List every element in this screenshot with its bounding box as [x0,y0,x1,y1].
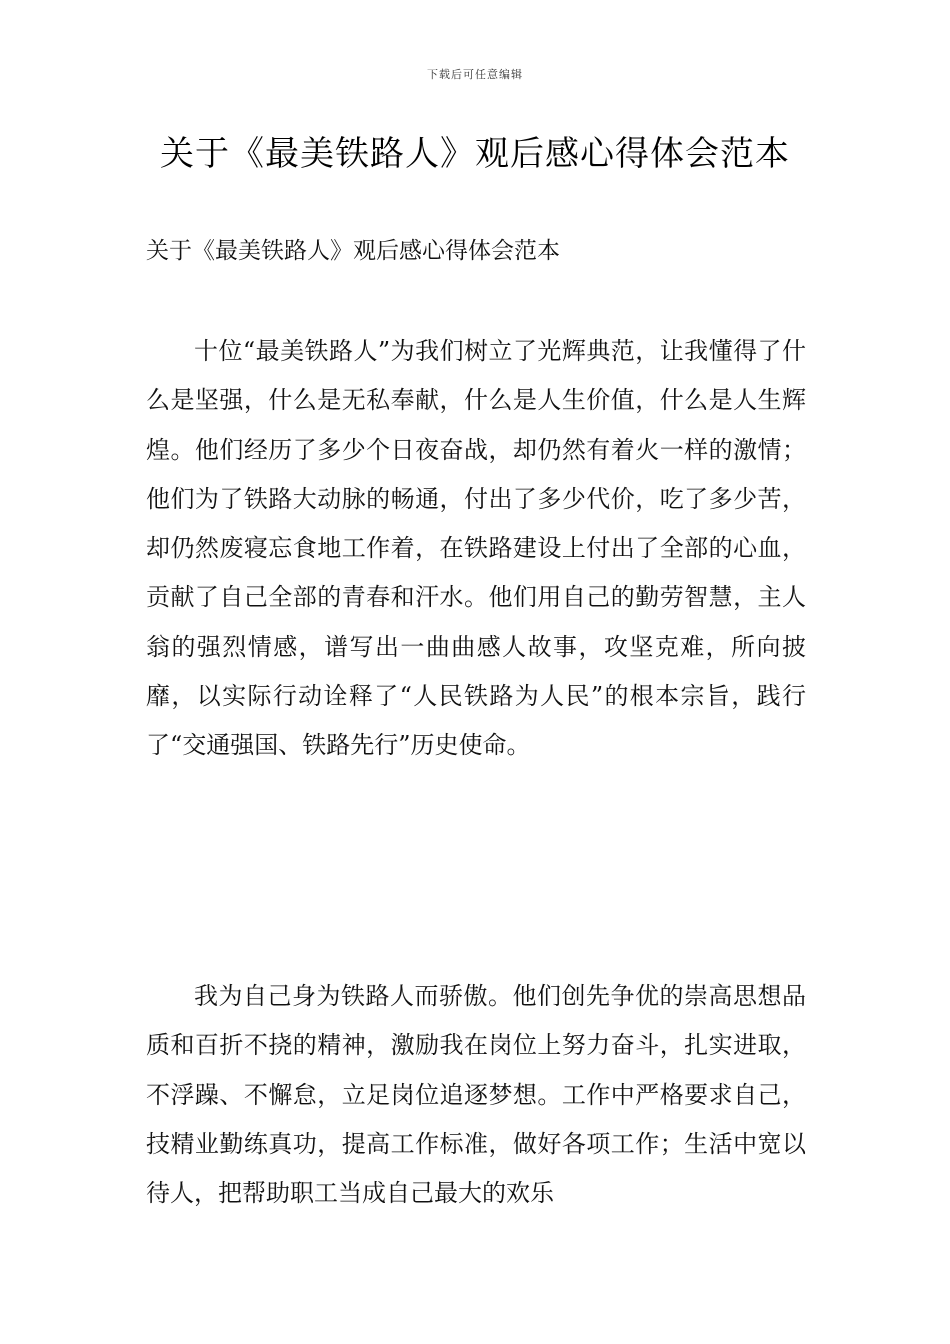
body-paragraph-2: 我为自己身为铁路人而骄傲。他们创先争优的崇高思想品质和百折不挠的精神，激励我在岗位上努力奋斗，扎实进取，不浮躁、不懈怠，立足岗位追逐梦想。工作中严格要求自己，技精业勤练真功，提高工作标准，做好各项工作；生活中宽以待人，把帮助职工当成自己最大的欢乐 [146,982,806,1208]
header-note: 下载后可任意编辑 [427,68,523,81]
document-subtitle: 关于《最美铁路人》观后感心得体会范本 [146,238,560,264]
document-title: 关于《最美铁路人》观后感心得体会范本 [160,134,790,174]
body-paragraph-1: 十位“最美铁路人”为我们树立了光辉典范，让我懂得了什么是坚强，什么是无私奉献，什么是人生价值，什么是人生辉煌。他们经历了多少个日夜奋战，却仍然有着火一样的激情；他们为了铁路大动脉的畅通，付出了多少代价，吃了多少苦，却仍然废寝忘食地工作着，在铁路建设上付出了全部的心血，贡献了自己全部的青春和汗水。他们用自己的勤劳智慧，主人翁的强烈情感，谱写出一曲曲感人故事，攻坚克难，所向披靡，以实际行动诠释了“人民铁路为人民”的根本宗旨，践行了“交通强国、铁路先行”历史使命。 [146,337,806,760]
